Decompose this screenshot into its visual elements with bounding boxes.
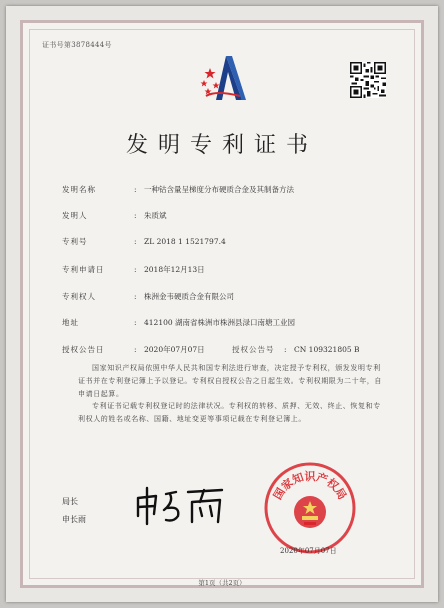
field-patentee: 专利权人 : 株洲金韦硬质合金有限公司 xyxy=(62,291,234,301)
field-address: 地址 : 412100 湖南省株洲市株洲县渌口南塘工业园 xyxy=(62,317,296,327)
field-label: 专利权人 xyxy=(62,291,96,301)
field-value: 朱质斌 xyxy=(144,210,167,220)
certificate-paragraph-1: 国家知识产权局依照中华人民共和国专利法进行审查，决定授予专利权，颁发发明专利证书并在专利登记簿上予以登记。专利权自授权公告之日起生效。专利权期限为二十年，自申请日起算。 xyxy=(78,364,382,398)
qr-code-icon xyxy=(350,62,386,98)
certificate-number: 证书号第3878444号 xyxy=(42,41,112,49)
svg-text:国家知识产权局: 国家知识产权局 xyxy=(271,470,349,502)
auth-date-label: 授权公告日 xyxy=(62,344,105,354)
field-value: ZL 2018 1 1521797.4 xyxy=(144,236,226,246)
director-name: 申长雨 xyxy=(62,515,86,524)
field-inventor: 发明人 : 朱质斌 xyxy=(62,210,167,220)
certificate-title: 发明专利证书 xyxy=(125,133,318,158)
field-patent-number: 专利号 : ZL 2018 1 1521797.4 xyxy=(62,236,226,246)
director-title: 局长 xyxy=(62,497,78,506)
cnipa-logo-icon xyxy=(196,50,252,106)
field-label: 地址 xyxy=(62,317,79,327)
field-value: 412100 湖南省株洲市株洲县渌口南塘工业园 xyxy=(144,317,296,327)
auth-no-value: CN 109321805 B xyxy=(294,344,360,354)
field-label: 专利申请日 xyxy=(62,264,105,274)
field-value: 株洲金韦硬质合金有限公司 xyxy=(144,291,234,301)
field-value: 2018年12月13日 xyxy=(144,264,205,274)
auth-date-value: 2020年07月07日 xyxy=(144,344,205,354)
field-value: 一种钴含量呈梯度分布硬质合金及其制备方法 xyxy=(144,184,294,194)
field-authorization: 授权公告日 : 2020年07月07日 授权公告号 : CN 109321805 B xyxy=(62,344,360,354)
certificate-paragraph-2: 专利证书记载专利权登记时的法律状况。专利权的转移、质押、无效、终止、恢复和专利权人的姓名或名称、国籍、地址变更等事项记载在专利登记簿上。 xyxy=(78,402,381,423)
auth-no-label: 授权公告号 xyxy=(232,344,275,354)
page-footer: 第1页（共2页） xyxy=(198,579,246,587)
director-signature xyxy=(130,480,230,530)
seal-date: 2020年07月07日 xyxy=(280,547,337,555)
field-invention-name: 发明名称 : 一种钴含量呈梯度分布硬质合金及其制备方法 xyxy=(62,184,294,194)
field-application-date: 专利申请日 : 2018年12月13日 xyxy=(62,264,205,274)
official-seal-icon xyxy=(262,460,358,556)
field-label: 发明名称 xyxy=(62,184,96,194)
field-label: 专利号 xyxy=(62,236,88,246)
field-label: 发明人 xyxy=(62,210,88,220)
